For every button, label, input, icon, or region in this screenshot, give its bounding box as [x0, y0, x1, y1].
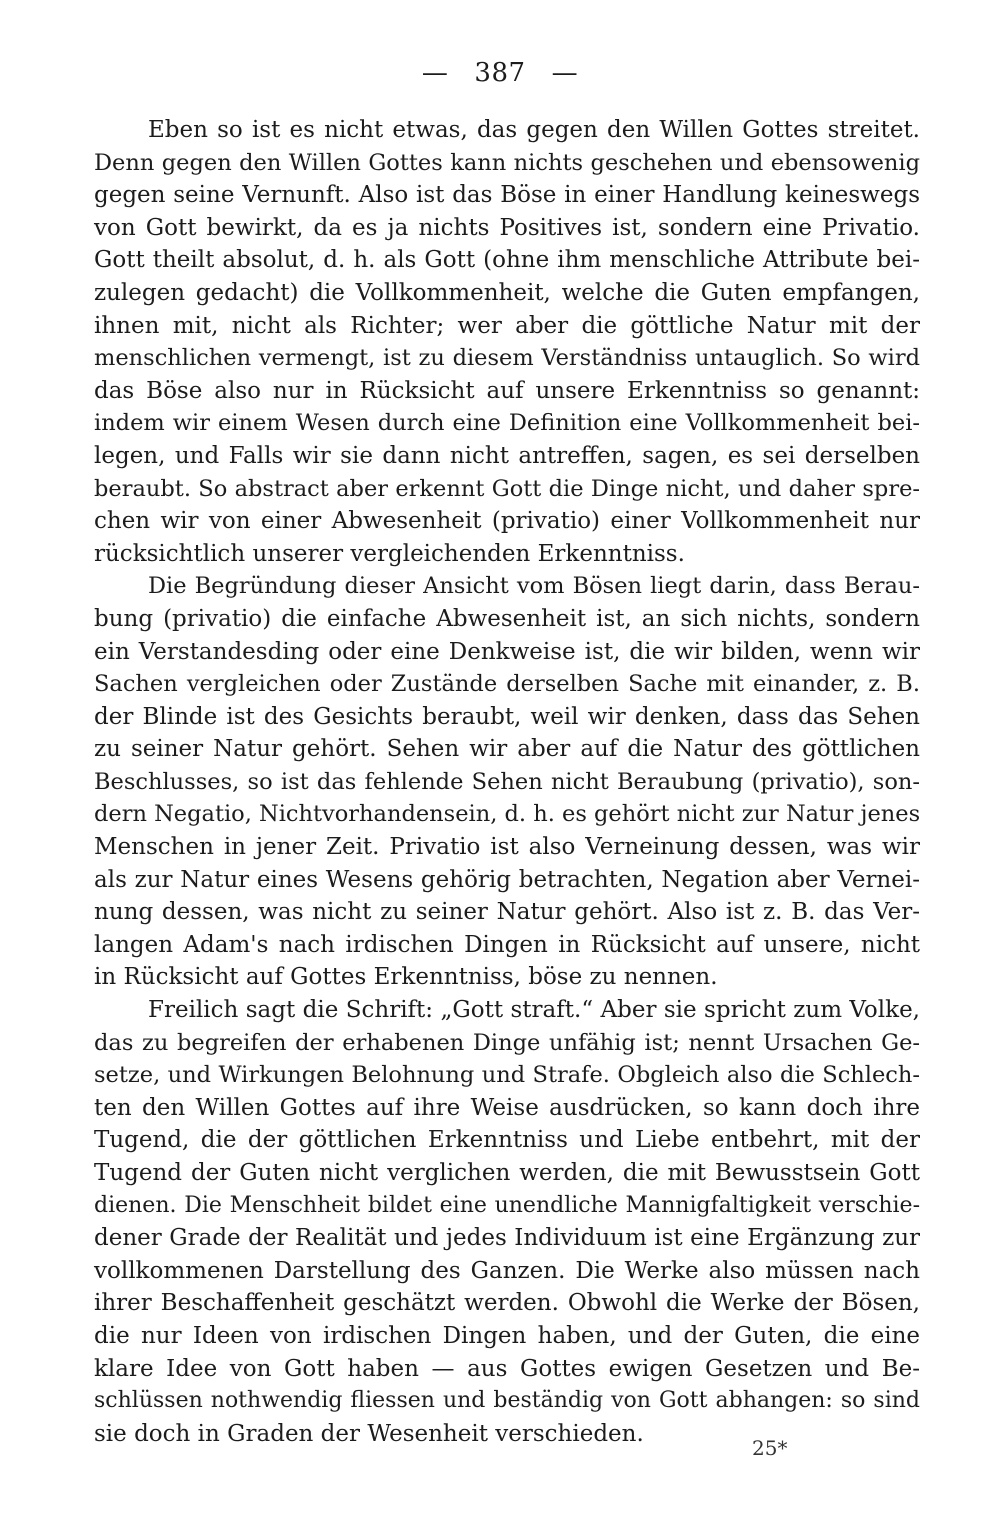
text-line: das Böse also nur in Rücksicht auf unsere Erkenntniss so genannt:: [94, 377, 920, 404]
text-line: Denn gegen den Willen Gottes kann nichts geschehen und ebensowenig: [94, 149, 920, 176]
text-line: sie doch in Graden der Wesenheit verschieden.: [94, 1420, 644, 1447]
page-number-header: [0, 58, 1000, 88]
body-text: [94, 114, 920, 1450]
signature-mark: 25*: [752, 1436, 788, 1460]
text-line: Tugend, die der göttlichen Erkenntniss und Liebe entbehrt, mit der: [94, 1127, 920, 1154]
header-dash-right: —: [551, 58, 579, 88]
text-line: ein Verstandesding oder eine Denkweise ist, die wir bilden, wenn wir: [94, 638, 920, 665]
text-line: schlüssen nothwendig fliessen und beständig von Gott abhangen: so sind: [94, 1388, 920, 1414]
text-line: dern Negatio, Nichtvorhandensein, d. h. es gehört nicht zur Natur jenes: [94, 801, 921, 828]
text-line: Die Begründung dieser Ansicht vom Bösen liegt darin, dass Berau-: [148, 573, 920, 600]
text-line: rücksichtlich unserer vergleichenden Erkenntniss.: [94, 540, 685, 567]
text-line: Menschen in jener Zeit. Privatio ist also Verneinung dessen, was wir: [94, 834, 920, 861]
text-line: Beschlusses, so ist das fehlende Sehen nicht Beraubung (privatio), son-: [94, 768, 920, 795]
text-line: bung (privatio) die einfache Abwesenheit ist, an sich nichts, sondern: [94, 605, 920, 632]
text-line: dienen. Die Menschheit bildet eine unendliche Mannigfaltigkeit verschie-: [94, 1192, 920, 1218]
text-line: setze, und Wirkungen Belohnung und Strafe. Obgleich also die Schlech-: [94, 1062, 920, 1089]
text-line: Tugend der Guten nicht verglichen werden, die mit Bewusstsein Gott: [94, 1160, 920, 1186]
text-line: beraubt. So abstract aber erkennt Gott die Dinge nicht, und daher spre-: [94, 475, 920, 502]
text-line: ten den Willen Gottes auf ihre Weise ausdrücken, so kann doch ihre: [94, 1094, 920, 1121]
text-line: Sachen vergleichen oder Zustände derselben Sache mit einander, z. B.: [94, 671, 920, 698]
header-dash-left: —: [421, 58, 449, 88]
text-line: gegen seine Vernunft. Also ist das Böse in einer Handlung keineswegs: [94, 182, 920, 209]
text-line: nung dessen, was nicht zu seiner Natur gehört. Also ist z. B. das Ver-: [94, 899, 920, 926]
text-line: chen wir von einer Abwesenheit (privatio) einer Vollkommenheit nur: [94, 508, 920, 535]
page-number: 387: [474, 58, 526, 88]
text-line: das zu begreifen der erhabenen Dinge unfähig ist; nennt Ursachen Ge-: [94, 1029, 920, 1056]
text-line: von Gott bewirkt, da es ja nichts Positives ist, sondern eine Privatio.: [94, 214, 920, 241]
text-line: in Rücksicht auf Gottes Erkenntniss, böse zu nennen.: [94, 964, 718, 991]
text-line: die nur Ideen von irdischen Dingen haben, und der Guten, die eine: [94, 1322, 920, 1349]
text-line: Gott theilt absolut, d. h. als Gott (ohne ihm menschliche Attribute bei-: [94, 247, 920, 274]
text-line: ihrer Beschaffenheit geschätzt werden. Obwohl die Werke der Bösen,: [94, 1290, 920, 1317]
text-line: legen, und Falls wir sie dann nicht antreffen, sagen, es sei derselben: [94, 442, 920, 469]
text-line: dener Grade der Realität und jedes Individuum ist eine Ergänzung zur: [94, 1225, 920, 1252]
text-line: menschlichen vermengt, ist zu diesem Verständniss untauglich. So wird: [94, 345, 920, 372]
text-line: vollkommenen Darstellung des Ganzen. Die Werke also müssen nach: [94, 1257, 920, 1284]
text-line: als zur Natur eines Wesens gehörig betrachten, Negation aber Vernei-: [94, 866, 920, 893]
text-line: zulegen gedacht) die Vollkommenheit, welche die Guten empfangen,: [94, 279, 920, 306]
text-line: zu seiner Natur gehört. Sehen wir aber auf die Natur des göttlichen: [94, 736, 920, 763]
text-line: indem wir einem Wesen durch eine Definition eine Vollkommenheit bei-: [94, 410, 920, 437]
text-line: klare Idee von Gott haben — aus Gottes ewigen Gesetzen und Be-: [94, 1355, 920, 1382]
text-line: Eben so ist es nicht etwas, das gegen den Willen Gottes streitet.: [148, 117, 920, 143]
text-line: Freilich sagt die Schrift: „Gott straft.“ Aber sie spricht zum Volke,: [148, 997, 920, 1024]
text-line: ihnen mit, nicht als Richter; wer aber die göttliche Natur mit der: [94, 312, 920, 339]
text-line: langen Adam's nach irdischen Dingen in Rücksicht auf unsere, nicht: [94, 931, 920, 958]
text-line: der Blinde ist des Gesichts beraubt, weil wir denken, dass das Sehen: [94, 703, 920, 730]
